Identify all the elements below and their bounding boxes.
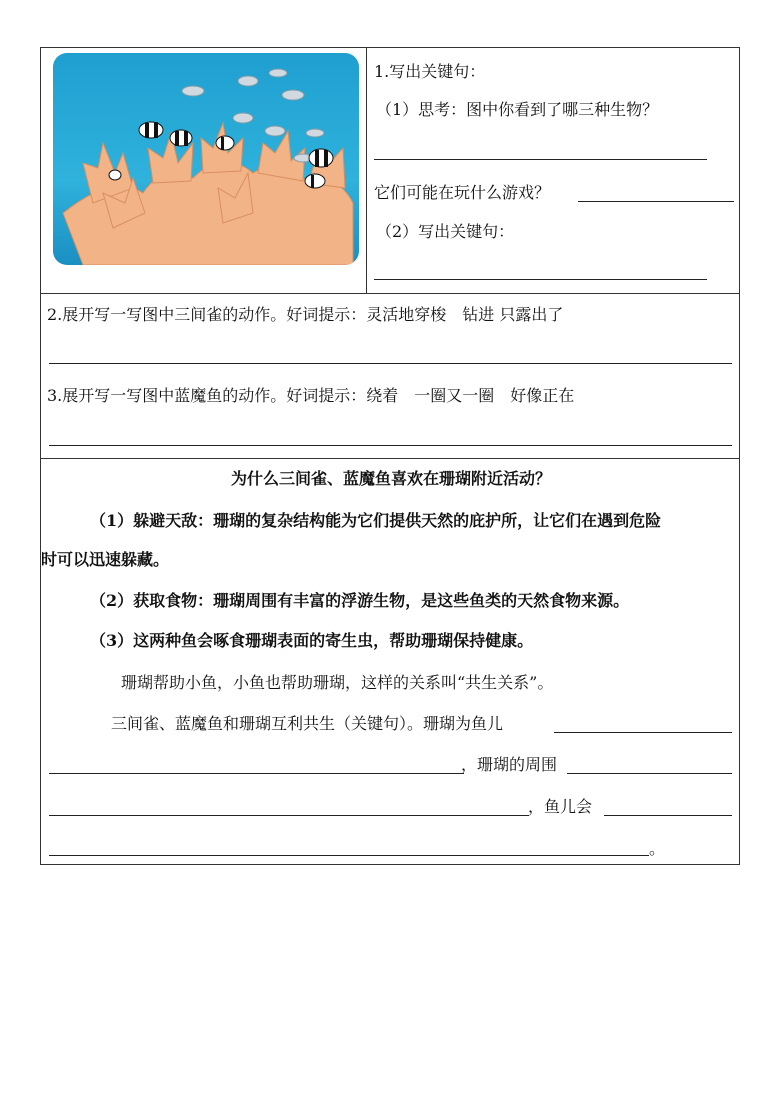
fill-in-sentence-3: ，鱼儿会 [528,797,593,816]
answer-line[interactable] [49,815,529,816]
section2-prompt: 2.展开写一写图中三间雀的动作。好词提示：灵活地穿梭 钻进 只露出了 [47,305,564,324]
reading-paragraph-4: 珊瑚帮助小鱼，小鱼也帮助珊瑚，这样的关系叫“共生关系”。 [121,673,554,692]
answer-line[interactable] [374,279,707,280]
answer-line[interactable] [49,855,649,856]
answer-line[interactable] [567,773,732,774]
question-2: （2）写出关键句： [376,222,515,241]
coral-reef-photo [53,53,359,265]
row-divider-2 [41,458,739,459]
question-1b: 它们可能在玩什么游戏？ [374,183,551,202]
worksheet-table [40,47,740,865]
fill-in-sentence-1: 三间雀、蓝魔鱼和珊瑚互利共生（关键句）。珊瑚为鱼儿 [111,714,504,733]
answer-line[interactable] [49,363,732,364]
answer-line[interactable] [604,815,732,816]
fill-in-sentence-2: ，珊瑚的周围 [461,755,558,774]
reading-title: 为什么三间雀、蓝魔鱼喜欢在珊瑚附近活动？ [230,469,551,488]
question-1: （1）思考：图中你看到了哪三种生物？ [376,100,659,119]
answer-line[interactable] [49,445,732,446]
reading-paragraph-1: （1）躲避天敌：珊瑚的复杂结构能为它们提供天然的庇护所，让它们在遇到危险 [90,511,662,530]
fill-in-end: 。 [649,839,666,858]
answer-line[interactable] [49,773,464,774]
reading-paragraph-2: （2）获取食物：珊瑚周围有丰富的浮游生物，是这些鱼类的天然食物来源。 [90,591,630,610]
reading-paragraph-1-cont: 时可以迅速躲藏。 [41,550,170,569]
section1-title: 1.写出关键句： [374,62,486,81]
answer-line[interactable] [554,732,732,733]
reading-paragraph-3: （3）这两种鱼会啄食珊瑚表面的寄生虫，帮助珊瑚保持健康。 [90,631,534,650]
section3-prompt: 3.展开写一写图中蓝魔鱼的动作。好词提示：绕着 一圈又一圈 好像正在 [47,386,575,405]
answer-line[interactable] [578,201,734,202]
answer-line[interactable] [374,159,707,160]
row-divider-1 [41,293,739,294]
column-divider [366,48,367,293]
